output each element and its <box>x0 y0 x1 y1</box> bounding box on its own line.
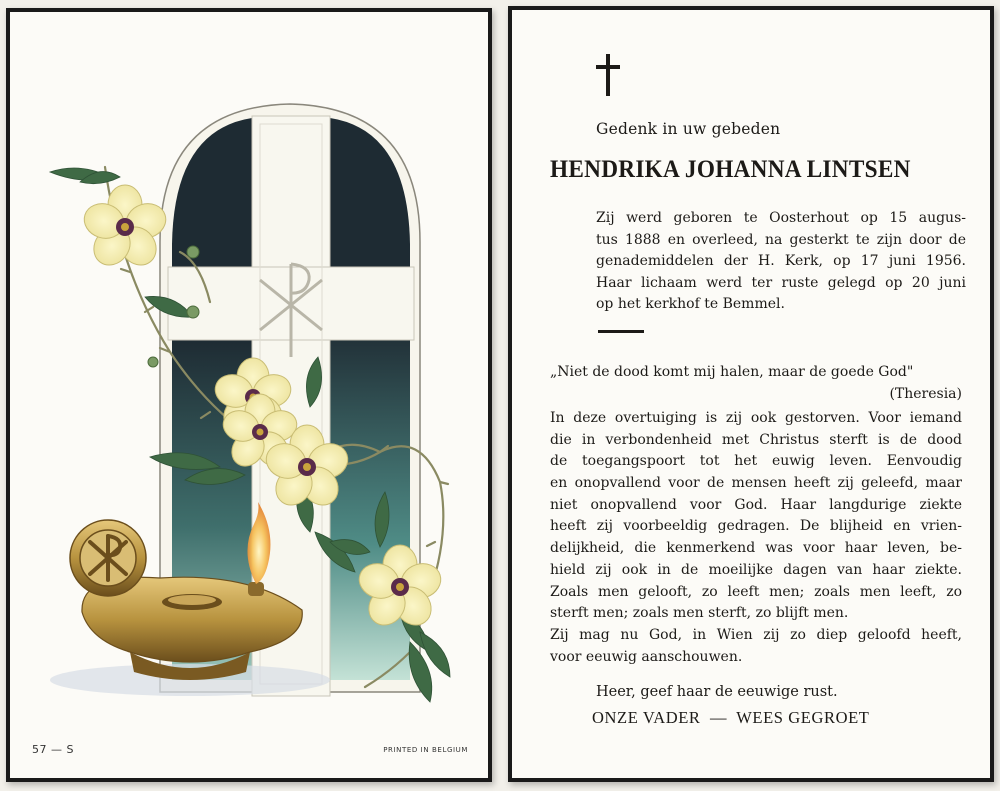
bio-line: Zij werd geboren te Oosterhout op 15 augus- <box>596 210 966 226</box>
cross-icon <box>596 54 620 96</box>
printed-in-note: PRINTED IN BELGIUM <box>383 746 468 754</box>
deceased-name: HENDRIKA JOHANNA LINTSEN <box>550 156 911 183</box>
body-line: die in verbondenheid met Christus sterft is de dood <box>550 431 962 448</box>
body-line: In deze overtuiging is zij ook gestorven. Voor iemand <box>550 410 962 426</box>
body-line: heeft zij voorbeeldig gedragen. De blijheid en vrien- <box>550 518 962 535</box>
intro-line: Gedenk in uw gebeden <box>596 120 781 138</box>
card-number: 57 — S <box>32 743 74 756</box>
biography <box>596 208 966 316</box>
bio-line: Haar lichaam werd ter ruste gelegd op 20 juni <box>596 274 966 291</box>
body-line: en onopvallend voor de mensen heeft zij geleefd, maar <box>550 475 962 492</box>
body-text <box>550 408 962 668</box>
body-line: voor eeuwig aanschouwen. <box>550 648 743 665</box>
quote-author: (Theresia) <box>889 386 962 402</box>
prayer-line: Heer, geef haar de eeuwige rust. <box>596 684 838 700</box>
body-line: Zoals men gelooft, zo leeft men; zoals men leeft, zo <box>550 583 962 600</box>
body-line: niet onopvallend voor God. Haar langdurige ziekte <box>550 496 962 513</box>
body-line: hield zij ook in de moeilijke dagen van haar ziekte. <box>550 561 962 578</box>
body-line: delijkheid, die kenmerkend was voor haar leven, be- <box>550 540 962 557</box>
body-line: sterft men; zoals men sterft, zo blijft men. <box>550 605 849 622</box>
bio-line: genademiddelen der H. Kerk, op 17 juni 1956. <box>596 253 966 269</box>
closing-prayers: ONZE VADER — WEES GEGROET <box>592 708 870 727</box>
body-line: Zij mag nu God, in Wien zij zo diep geloofd heeft, <box>550 626 962 643</box>
prayer-card-text <box>508 6 994 782</box>
quote: „Niet de dood komt mij halen, maar de goede God" <box>550 364 914 380</box>
bio-line: op het kerkhof te Bemmel. <box>596 296 785 312</box>
prayer-card-front <box>6 8 492 782</box>
devotional-illustration <box>10 12 488 778</box>
bio-line: tus 1888 en overleed, na gesterkt te zijn door de <box>596 231 966 248</box>
divider <box>598 330 644 333</box>
body-line: de toegangspoort tot het euwig leven. Eenvoudig <box>550 453 962 470</box>
